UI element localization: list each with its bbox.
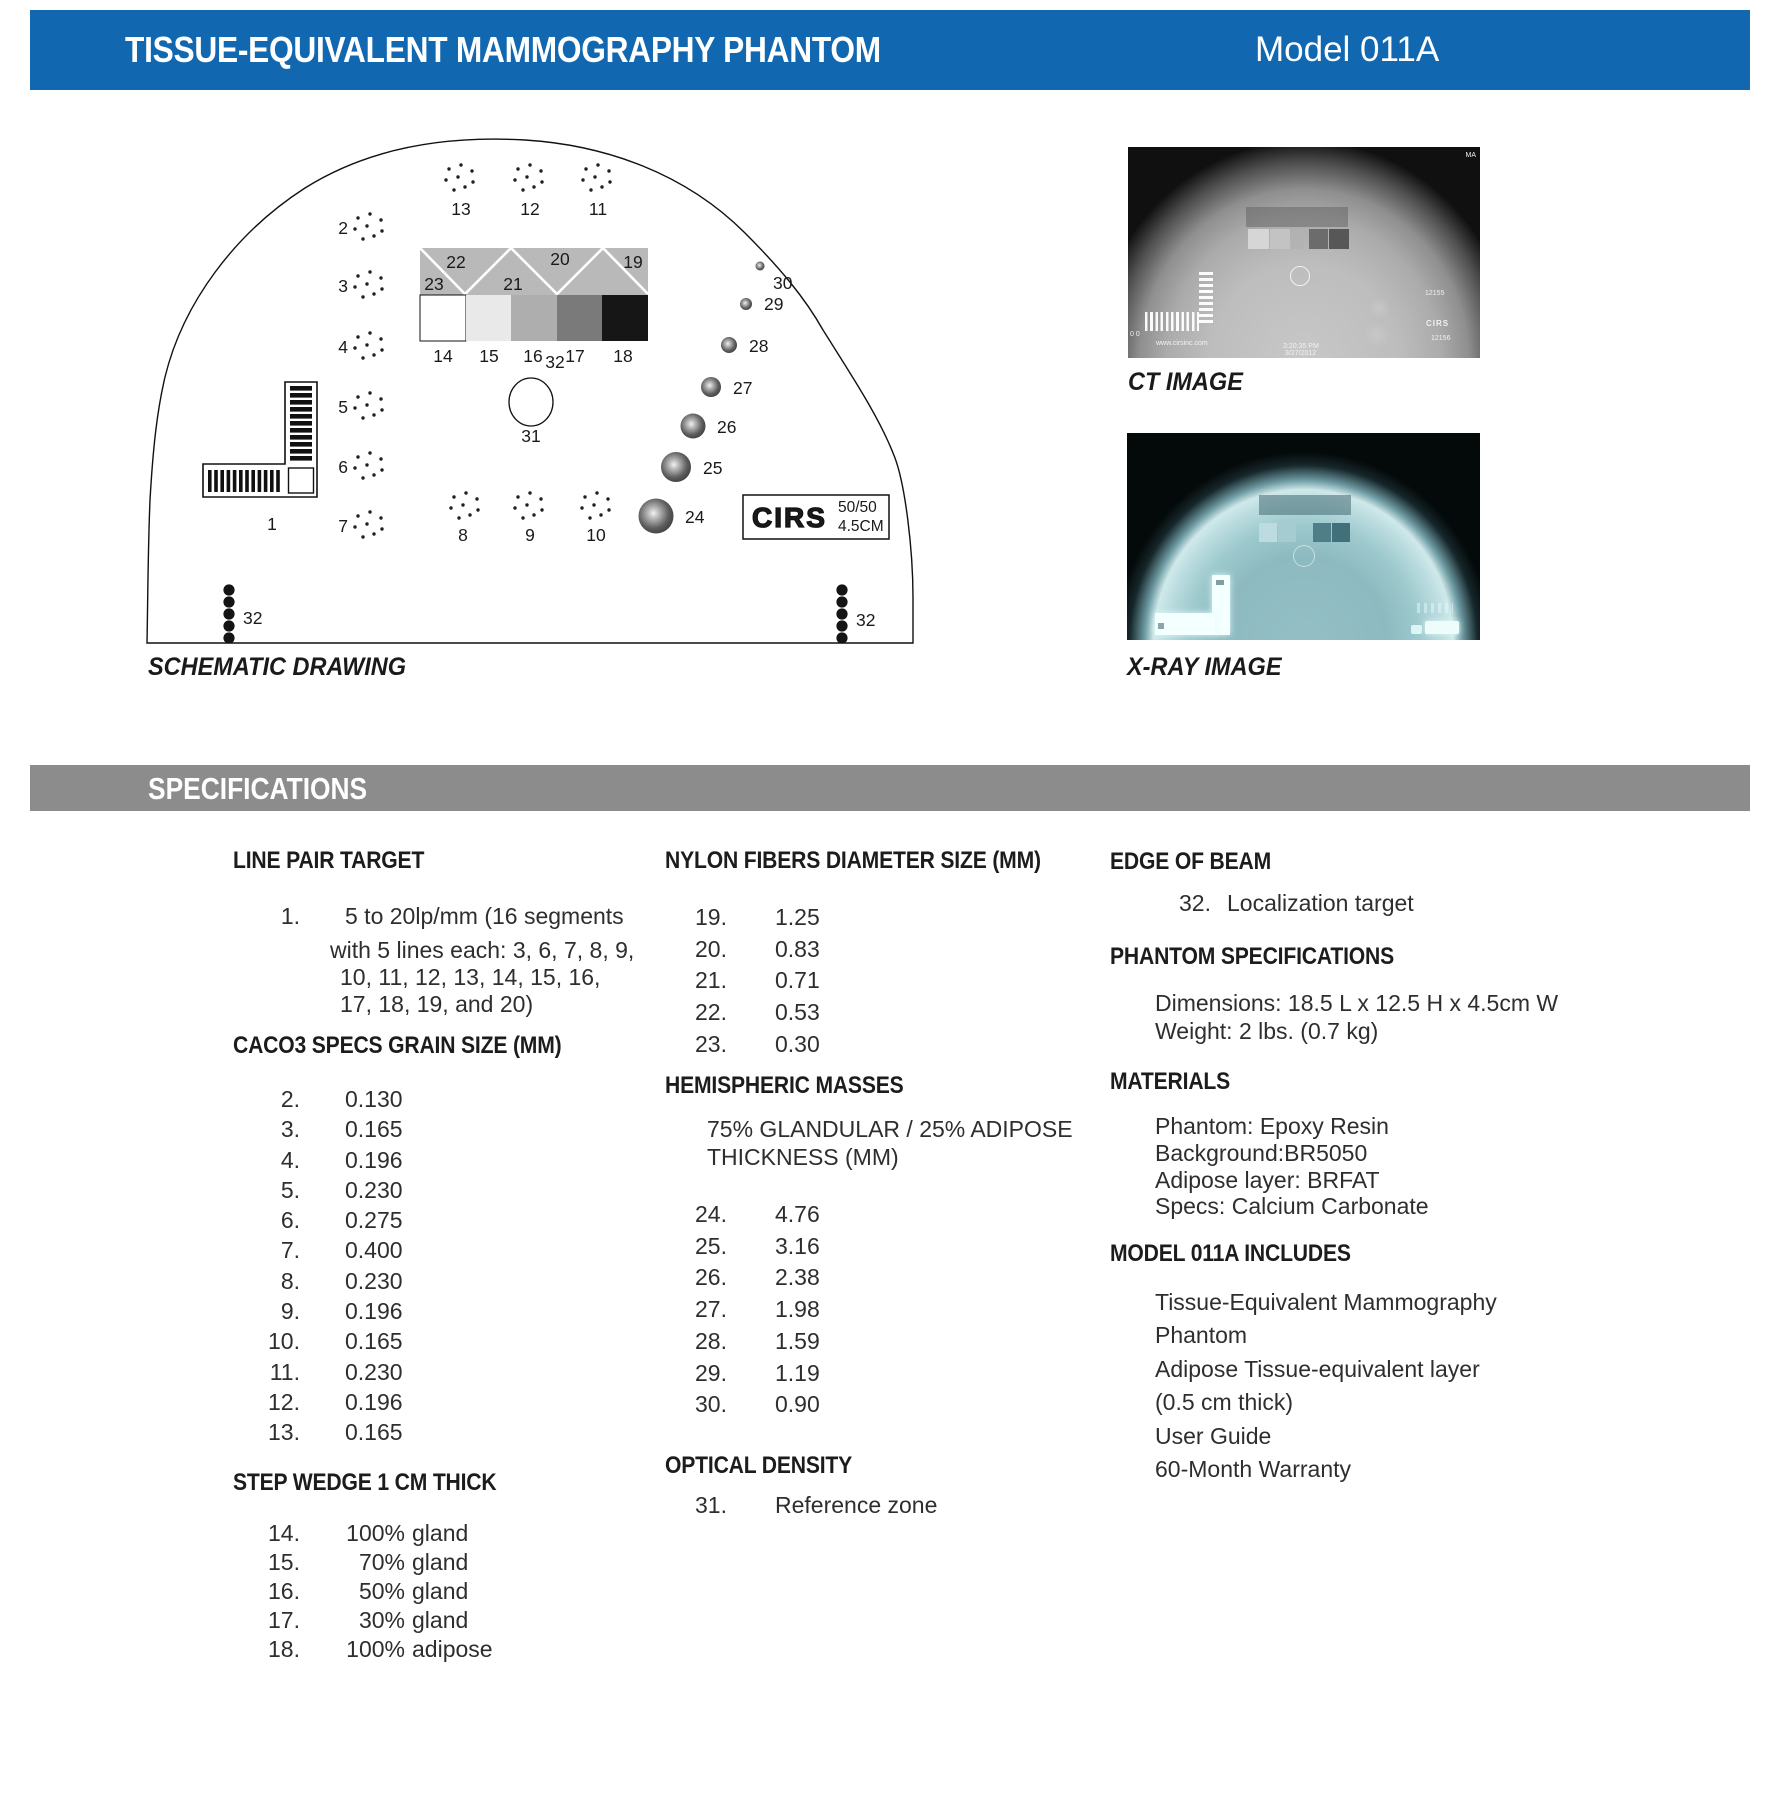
item-value: 1.19 [775,1359,820,1386]
spec-row [665,1262,1115,1294]
schematic-label: 18 [613,346,633,366]
item-value: 0.165 [345,1116,403,1143]
step-square-14 [420,295,466,341]
spec-text-line: User Guide [1155,1422,1272,1449]
spec-text-line: Adipose Tissue-equivalent layer [1155,1355,1480,1382]
edge-of-beam-item [1110,890,1730,917]
item-number: 21. [695,967,727,994]
item-percent: 70% [358,1549,405,1575]
schematic-label: 2 [338,218,348,238]
item-value: Localization target [1227,890,1414,916]
schematic-caption: SCHEMATIC DRAWING [148,653,407,681]
phantom-specs-lines [1110,990,1775,1045]
section-heading-caco3: CACO3 SPECS GRAIN SIZE (MM) [233,1032,562,1059]
spec-row [233,1548,673,1577]
item-percent: 50% [358,1578,405,1604]
schematic-label: 3 [338,276,348,296]
schematic-label: 17 [565,346,585,366]
item-value: 1.59 [775,1327,820,1354]
model-number: Model 011A [1255,30,1440,69]
item-number: 18. [268,1636,300,1662]
item-material: gland [412,1520,469,1546]
item-value: 0.30 [775,1030,820,1057]
xray-fiber-band [1259,495,1351,515]
schematic-label: 16 [523,346,543,366]
reference-zone-circle [509,378,553,426]
item-number: 12. [268,1388,300,1415]
subheading-line: THICKNESS (MM) [707,1144,899,1170]
schematic-label: 10 [586,525,606,545]
spec-row [665,1389,1115,1421]
item-percent: 100% [346,1636,405,1662]
mass-sphere-27 [701,377,721,397]
spec-row [233,1266,673,1296]
item-value: 0.83 [775,935,820,962]
section-heading-optical: OPTICAL DENSITY [665,1452,853,1479]
mass-sphere-25 [661,452,691,482]
item-number: 9. [280,1298,300,1325]
spec-row [665,1199,1115,1231]
ct-url-text: www.cirsinc.com [1156,340,1208,347]
item-value: 1.25 [775,904,820,930]
step-square-18 [602,295,648,341]
item-number: 11. [269,1358,300,1385]
header-bar [30,10,1750,90]
item-number: 7. [280,1237,300,1264]
ct-step-square [1329,229,1349,249]
spec-text-line: Phantom [1155,1322,1248,1349]
spec-text-line: Dimensions: 18.5 L x 12.5 H x 4.5cm W [1155,990,1559,1016]
spec-text-line: 60-Month Warranty [1155,1456,1351,1483]
schematic-label: 1 [267,514,277,534]
spec-row [233,1205,673,1235]
xray-reference-circle [1293,545,1315,567]
mass-sphere-26 [681,414,706,439]
schematic-label: 9 [525,525,535,545]
item-material: gland [412,1549,469,1575]
section-heading-materials: MATERIALS [1110,1068,1231,1095]
step-square-17 [557,295,602,341]
item-number: 8. [280,1267,300,1294]
ct-line-pair-vertical [1199,272,1213,326]
spec-text-line: Phantom: Epoxy Resin [1155,1113,1389,1139]
item-material: gland [412,1607,469,1633]
section-heading-phantom-specs: PHANTOM SPECIFICATIONS [1110,943,1395,970]
mass-sphere-29 [740,298,752,310]
spec-row [233,1175,673,1205]
schematic-label: 27 [733,378,753,398]
ct-tech-text: 0 0 [1130,331,1140,338]
schematic-drawing [125,128,915,648]
item-number: 23. [695,1030,727,1057]
hemispheric-subheading [665,1115,1157,1171]
spec-row [665,1029,1115,1061]
item-number: 14. [268,1520,300,1546]
item-value: 0.196 [345,1388,403,1415]
item-value: 0.230 [345,1267,403,1294]
spec-text-line: Background:BR5050 [1155,1139,1368,1166]
spec-text-line: Adipose layer: BRFAT [1155,1166,1380,1193]
line-pair-window [289,468,314,493]
hemispheric-list [665,1199,1115,1421]
schematic-label: 14 [433,346,453,366]
ct-step-square [1248,229,1269,249]
schematic-label: 6 [338,457,348,477]
spec-column-2 [665,847,1115,1717]
schematic-label: 30 [773,273,793,293]
ct-fiber-band [1246,207,1348,227]
schematic-label: 26 [717,417,737,437]
spec-row [665,1294,1115,1326]
item-number: 2. [280,1086,300,1112]
spec-text-line: Weight: 2 lbs. (0.7 kg) [1155,1017,1379,1044]
xray-logo-blob [1411,625,1422,634]
schematic-label: 23 [424,274,444,294]
optical-density-item [665,1492,1115,1519]
schematic-label: 7 [338,516,348,536]
spec-row [665,1358,1115,1390]
spec-column-1 [233,847,673,1717]
materials-lines [1110,1113,1775,1220]
ct-date-text: 3/27/2012 [1285,350,1317,357]
section-heading-line-pair: LINE PAIR TARGET [233,847,425,874]
schematic-label: 13 [451,199,471,219]
schematic-label: 5 [338,397,348,417]
item-number: 1. [280,903,300,929]
schematic-label: 4 [338,337,348,357]
xray-step-square [1259,523,1277,542]
item-value: 17, 18, 19, and 20) [340,991,534,1017]
item-value: 0.53 [775,999,820,1026]
item-number: 15. [268,1549,300,1575]
item-value: 0.230 [345,1176,403,1203]
spec-row [233,1235,673,1265]
item-value: 0.90 [775,1391,820,1418]
schematic-label: 19 [623,252,643,272]
specifications-title: SPECIFICATIONS [148,771,368,806]
ct-step-square [1309,229,1328,249]
spec-text-line: Specs: Calcium Carbonate [1155,1193,1429,1220]
schematic-label: 32 [856,610,876,630]
spec-row [233,1084,673,1114]
xray-step-square [1313,523,1331,542]
xray-step-square [1278,523,1296,542]
spec-row [233,1296,673,1326]
schematic-label: 32 [243,608,263,628]
mass-sphere-28 [721,337,737,353]
item-number: 5. [280,1176,300,1203]
item-value: 2.38 [775,1264,820,1291]
schematic-label: 28 [749,336,769,356]
item-value: 5 to 20lp/mm (16 segments [345,903,624,929]
schematic-label: 20 [550,249,570,269]
schematic-figure [125,128,915,648]
item-value: 1.98 [775,1296,820,1323]
specifications-bar [30,765,1750,811]
item-number: 20. [695,935,727,962]
schematic-label: 32 [545,352,565,372]
item-number: 28. [695,1327,727,1354]
item-number: 27. [695,1296,727,1323]
item-number: 19. [695,904,727,930]
mass-sphere-24 [639,499,674,534]
schematic-label: 12 [520,199,540,219]
section-heading-step-wedge: STEP WEDGE 1 CM THICK [233,1469,497,1496]
item-number: 6. [280,1207,300,1234]
spec-row [665,1326,1115,1358]
item-number: 26. [695,1264,727,1291]
cirs-logo-text: CIRS [752,502,827,533]
ct-reference-circle [1290,266,1310,286]
nylon-list [665,902,1115,1061]
logo-ratio-text: 50/50 [838,499,877,516]
ct-mass-blob [1368,297,1390,319]
section-heading-hemispheric: HEMISPHERIC MASSES [665,1072,904,1099]
ct-mass-blob [1364,322,1390,348]
item-percent: 30% [358,1607,405,1633]
ct-corner-text: MA [1465,152,1476,159]
xray-target-notch [1216,580,1224,585]
ct-image [1128,147,1480,358]
xray-step-square [1332,523,1350,542]
logo-thickness-text: 4.5CM [838,518,884,535]
ct-step-square [1270,229,1290,249]
item-material: gland [412,1578,469,1604]
item-value: 0.71 [775,967,820,994]
item-value: Reference zone [775,1492,938,1518]
item-number: 22. [695,999,727,1026]
spec-row [233,1326,673,1356]
item-value: 0.230 [345,1358,403,1385]
spec-row [665,997,1115,1029]
step-wedge-list [233,1519,673,1664]
schematic-label: 31 [521,426,541,446]
item-number: 4. [280,1146,300,1173]
item-percent: 100% [346,1520,405,1546]
item-value: 0.275 [345,1207,403,1234]
item-value: 0.165 [345,1419,403,1446]
ct-line-pair-horizontal [1145,312,1199,331]
item-number: 24. [695,1201,727,1227]
item-material: adipose [412,1636,493,1662]
schematic-label: 29 [764,294,784,314]
item-number: 30. [695,1391,727,1418]
includes-lines [1110,1286,1775,1486]
spec-row [233,1606,673,1635]
item-value: 0.400 [345,1237,403,1264]
ct-time-text: 3:20:35 PM [1283,343,1319,350]
section-heading-includes: MODEL 011A INCLUDES [1110,1240,1351,1267]
subheading-line: 75% GLANDULAR / 25% ADIPOSE [707,1116,1073,1142]
item-number: 13. [268,1419,300,1446]
step-square-15 [466,295,511,341]
spec-row [233,1577,673,1606]
spec-row [665,965,1115,997]
spec-column-3 [1110,843,1730,1713]
cirs-logo-box [743,495,889,539]
spec-text-line: Tissue-Equivalent Mammography [1155,1289,1497,1315]
xray-localization-dots [1417,603,1453,613]
section-heading-nylon: NYLON FIBERS DIAMETER SIZE (MM) [665,847,1041,874]
xray-line-pair-horizontal [1155,613,1215,635]
ct-brand-text: CIRS [1426,319,1450,328]
spec-row [233,1145,673,1175]
line-pair-bars-vertical [290,386,312,461]
schematic-label: 25 [703,458,723,478]
spec-row [233,1387,673,1417]
schematic-label: 8 [458,525,468,545]
schematic-label: 24 [685,507,705,527]
item-number: 25. [695,1232,727,1259]
item-number: 16. [268,1578,300,1604]
item-value: 4.76 [775,1201,820,1227]
spec-row [233,1417,673,1447]
item-number: 29. [695,1359,727,1386]
item-value: 3.16 [775,1232,820,1259]
section-heading-edge-of-beam: EDGE OF BEAM [1110,848,1271,875]
xray-caption: X-RAY IMAGE [1127,653,1282,681]
mass-sphere-30 [756,262,765,271]
xray-image [1127,433,1480,640]
ct-id-text: 12156 [1431,335,1451,342]
line-pair-item [233,903,673,1018]
schematic-label: 15 [479,346,499,366]
spec-row [665,1231,1115,1263]
schematic-label: 11 [588,199,608,219]
item-value: 0.165 [345,1328,403,1355]
item-number: 31. [695,1492,727,1518]
item-number: 17. [268,1607,300,1633]
spec-row [665,934,1115,966]
item-number: 3. [280,1116,300,1143]
spec-row [233,1519,673,1548]
spec-row [665,902,1115,934]
ct-id-text: 12155 [1425,290,1445,297]
ct-caption: CT IMAGE [1128,368,1243,396]
spec-row [233,1635,673,1664]
page-title: TISSUE-EQUIVALENT MAMMOGRAPHY PHANTOM [125,29,881,70]
item-value: 0.196 [345,1298,403,1325]
xray-target-notch [1158,623,1164,629]
item-number: 10. [268,1328,300,1355]
spec-row [233,1357,673,1387]
item-number: 32. [1179,890,1211,916]
spec-text-line: (0.5 cm thick) [1155,1389,1294,1416]
item-value: 0.196 [345,1146,403,1173]
item-value: 10, 11, 12, 13, 14, 15, 16, [340,964,601,990]
schematic-label: 22 [446,252,466,272]
ct-step-square [1291,229,1304,249]
item-value: with 5 lines each: 3, 6, 7, 8, 9, [330,937,635,963]
schematic-label: 21 [503,274,523,294]
step-square-16 [511,295,557,341]
xray-logo-blob [1425,621,1459,634]
spec-row [233,1114,673,1144]
item-value: 0.130 [345,1086,403,1112]
caco3-list [233,1084,673,1448]
